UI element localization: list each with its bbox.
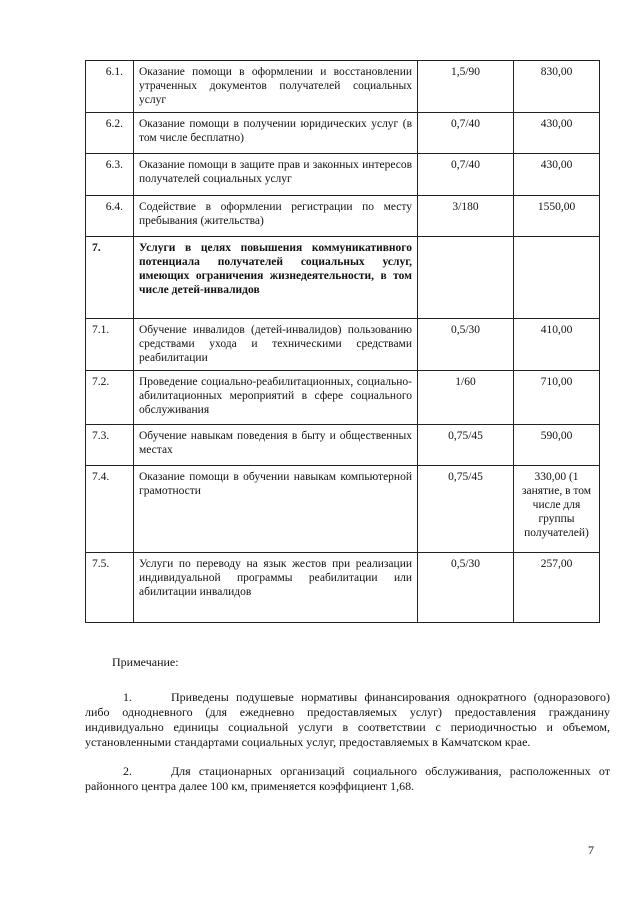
row-number: 7.4. xyxy=(86,466,134,553)
row-number: 7.3. xyxy=(86,425,134,466)
time-norm: 3/180 xyxy=(418,196,514,237)
service-name: Оказание помощи в обучении навыкам компьютерной грамотности xyxy=(134,466,418,553)
service-name: Услуги по переводу на язык жестов при реализации индивидуальной программы реабилитации или абилитации инвалидов xyxy=(134,553,418,623)
note-text: Для стационарных организаций социального обслуживания, расположенных от районного центра далее 100 км, применяется коэффициент 1,68. xyxy=(85,764,610,793)
table-row xyxy=(86,196,600,237)
price xyxy=(514,237,600,319)
notes-title: Примечание: xyxy=(112,655,179,669)
note-text: Приведены подушевые нормативы финансирования однократного (одноразового) либо одноднeвного (для ежедневно предоставляемых услуг) предоставления гражданину индивидуально единицы социальной услуги в соответствии с периодичностью и объемом, установленными стандартами социальных услуг, предоставляемых в Камчатском крае. xyxy=(85,690,610,749)
time-norm: 1/60 xyxy=(418,371,514,425)
page-number: 7 xyxy=(588,843,594,857)
table-row xyxy=(86,61,600,113)
price: 257,00 xyxy=(514,553,600,623)
note-item xyxy=(85,690,610,750)
price: 1550,00 xyxy=(514,196,600,237)
price: 430,00 xyxy=(514,113,600,154)
row-number: 6.1. xyxy=(86,61,134,113)
section-title: Услуги в целях повышения коммуникативного потенциала получателей социальных услуг, имеющих ограничения жизнедеятельности, в том числе детей-инвалидов xyxy=(134,237,418,319)
services-table xyxy=(85,60,600,623)
table-row xyxy=(86,319,600,371)
row-number: 6.2. xyxy=(86,113,134,154)
row-number: 7.5. xyxy=(86,553,134,623)
table-row xyxy=(86,154,600,196)
service-name: Обучение навыкам поведения в быту и общественных местах xyxy=(134,425,418,466)
price: 410,00 xyxy=(514,319,600,371)
time-norm: 0,5/30 xyxy=(418,553,514,623)
row-number: 7.1. xyxy=(86,319,134,371)
note-item xyxy=(85,764,610,794)
time-norm xyxy=(418,237,514,319)
table-row xyxy=(86,425,600,466)
note-number: 1. xyxy=(123,690,132,704)
time-norm: 0,7/40 xyxy=(418,154,514,196)
price: 330,00 (1 занятие, в том числе для группы получателей) xyxy=(514,466,600,553)
time-norm: 0,7/40 xyxy=(418,113,514,154)
service-name: Содействие в оформлении регистрации по месту пребывания (жительства) xyxy=(134,196,418,237)
note-number: 2. xyxy=(123,764,132,778)
table-section-row xyxy=(86,237,600,319)
price: 430,00 xyxy=(514,154,600,196)
time-norm: 0,5/30 xyxy=(418,319,514,371)
service-name: Проведение социально-реабилитационных, социально-абилитационных мероприятий в сфере социального обслуживания xyxy=(134,371,418,425)
time-norm: 1,5/90 xyxy=(418,61,514,113)
service-name: Оказание помощи в получении юридических услуг (в том числе бесплатно) xyxy=(134,113,418,154)
service-name: Оказание помощи в оформлении и восстановлении утраченных документов получателей социальных услуг xyxy=(134,61,418,113)
price: 590,00 xyxy=(514,425,600,466)
row-number: 7. xyxy=(86,237,134,319)
table-row xyxy=(86,466,600,553)
price: 830,00 xyxy=(514,61,600,113)
row-number: 7.2. xyxy=(86,371,134,425)
service-name: Обучение инвалидов (детей-инвалидов) пользованию средствами ухода и техническими средствами реабилитации xyxy=(134,319,418,371)
row-number: 6.4. xyxy=(86,196,134,237)
table-row xyxy=(86,113,600,154)
service-name: Оказание помощи в защите прав и законных интересов получателей социальных услуг xyxy=(134,154,418,196)
time-norm: 0,75/45 xyxy=(418,425,514,466)
price: 710,00 xyxy=(514,371,600,425)
time-norm: 0,75/45 xyxy=(418,466,514,553)
table-row xyxy=(86,553,600,623)
row-number: 6.3. xyxy=(86,154,134,196)
table-row xyxy=(86,371,600,425)
